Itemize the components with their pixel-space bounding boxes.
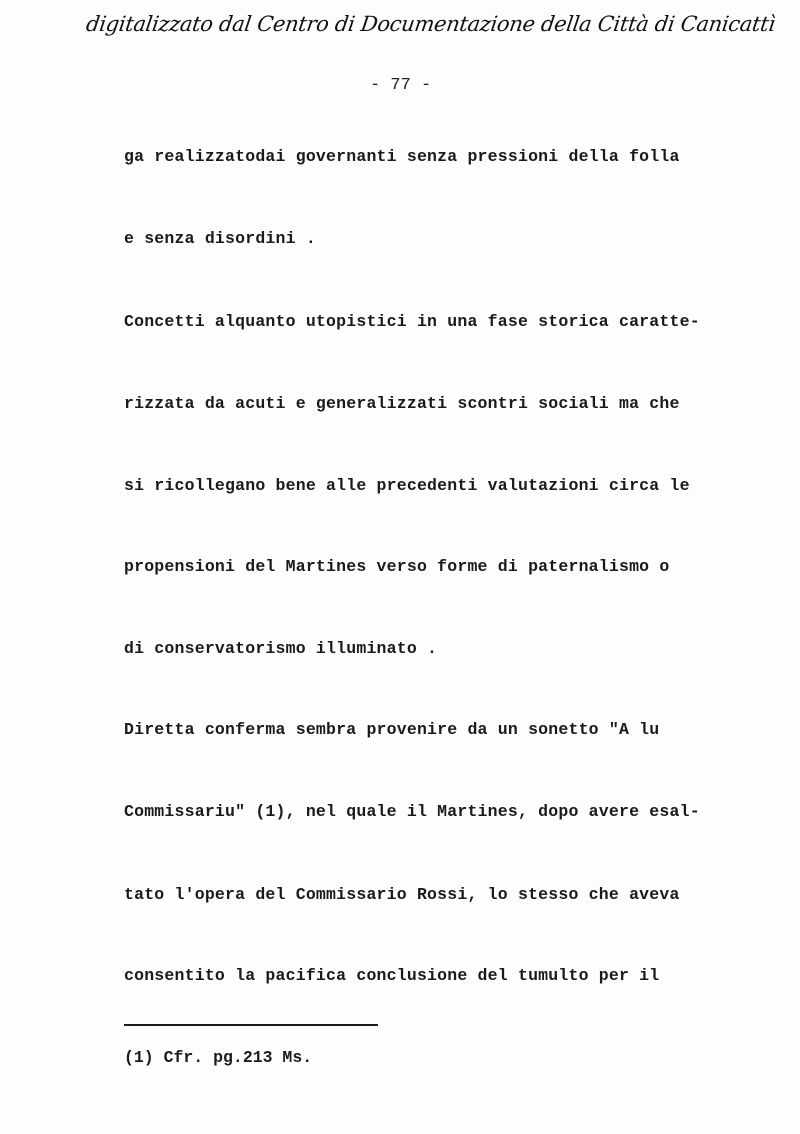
text-line: Diretta conferma sembra provenire da un sonetto "A lu bbox=[124, 720, 660, 739]
text-line: Concetti alquanto utopistici in una fase storica caratte- bbox=[124, 312, 700, 331]
page-number: - 77 - bbox=[370, 76, 432, 95]
footnote-separator bbox=[124, 1024, 378, 1026]
text-line: propensioni del Martines verso forme di paternalismo o bbox=[124, 557, 670, 576]
text-line: e senza disordini . bbox=[124, 229, 316, 248]
text-line: Commissariu" (1), nel quale il Martines, dopo avere esal- bbox=[124, 802, 700, 821]
text-line: rizzata da acuti e generalizzati scontri sociali ma che bbox=[124, 394, 680, 413]
digitization-stamp: digitalizzato dal Centro di Documentazione della Città di Canicattì bbox=[84, 12, 777, 36]
footnote: (1) Cfr. pg.213 Ms. bbox=[124, 1048, 313, 1067]
text-line: consentito la pacifica conclusione del tumulto per il bbox=[124, 966, 660, 985]
text-line: tato l'opera del Commissario Rossi, lo stesso che aveva bbox=[124, 885, 680, 904]
text-line: di conservatorismo illuminato . bbox=[124, 639, 438, 658]
text-line: si ricollegano bene alle precedenti valutazioni circa le bbox=[124, 476, 690, 495]
text-line: ga realizzatodai governanti senza pressioni della folla bbox=[124, 147, 680, 166]
